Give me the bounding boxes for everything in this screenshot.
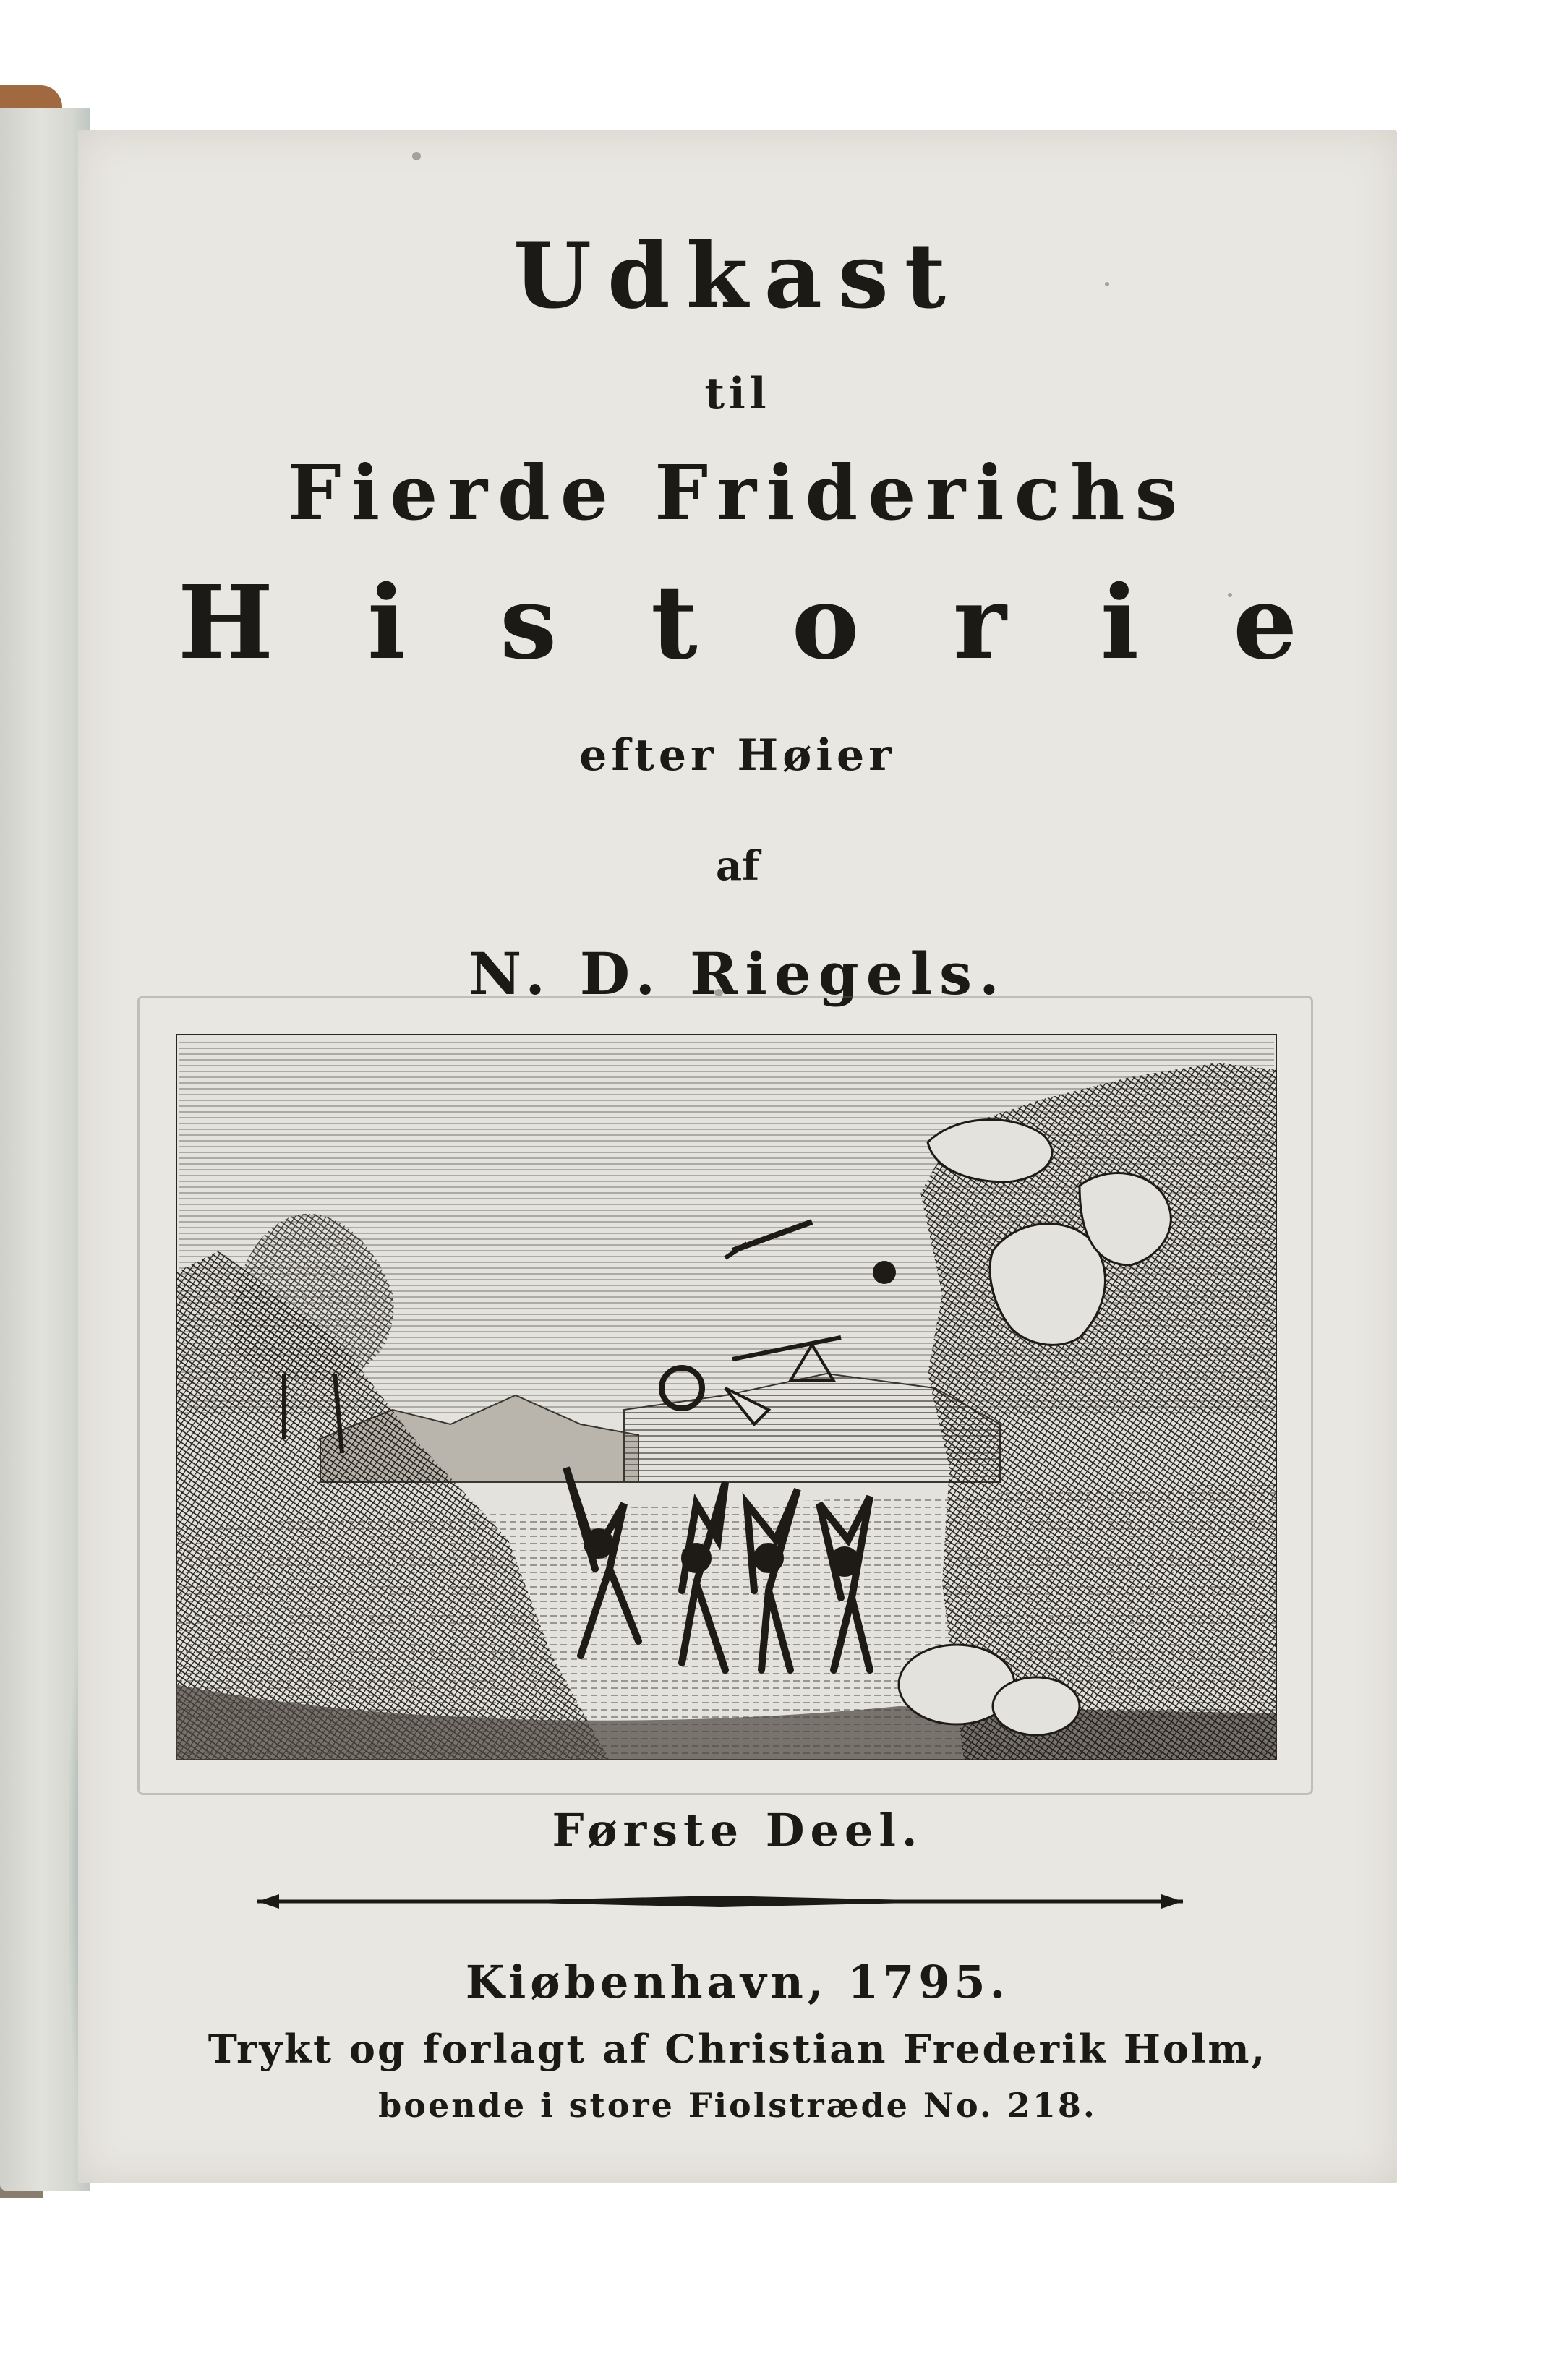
book-title: Udkast xyxy=(513,224,962,329)
imprint-address: boende i store Fiolstræde No. 218. xyxy=(378,2086,1097,2125)
source-line: efter Høier xyxy=(579,730,896,781)
author-connector: af xyxy=(715,842,760,890)
title-page xyxy=(78,130,1397,2183)
ornamental-rule xyxy=(250,1885,1190,1917)
imprint-city: Kiøbenhavn, 1795. xyxy=(465,1956,1010,2008)
imprint-printer: Trykt og forlagt af Christian Frederik Holm, xyxy=(208,2026,1268,2072)
title-connector: til xyxy=(704,369,771,419)
title-subject: Fierde Friderichs xyxy=(287,448,1188,537)
volume-label: Første Deel. xyxy=(552,1804,923,1857)
author-name: N. D. Riegels. xyxy=(469,940,1007,1008)
title-historie: Historie xyxy=(177,564,1392,682)
engraved-vignette xyxy=(176,1034,1277,1760)
